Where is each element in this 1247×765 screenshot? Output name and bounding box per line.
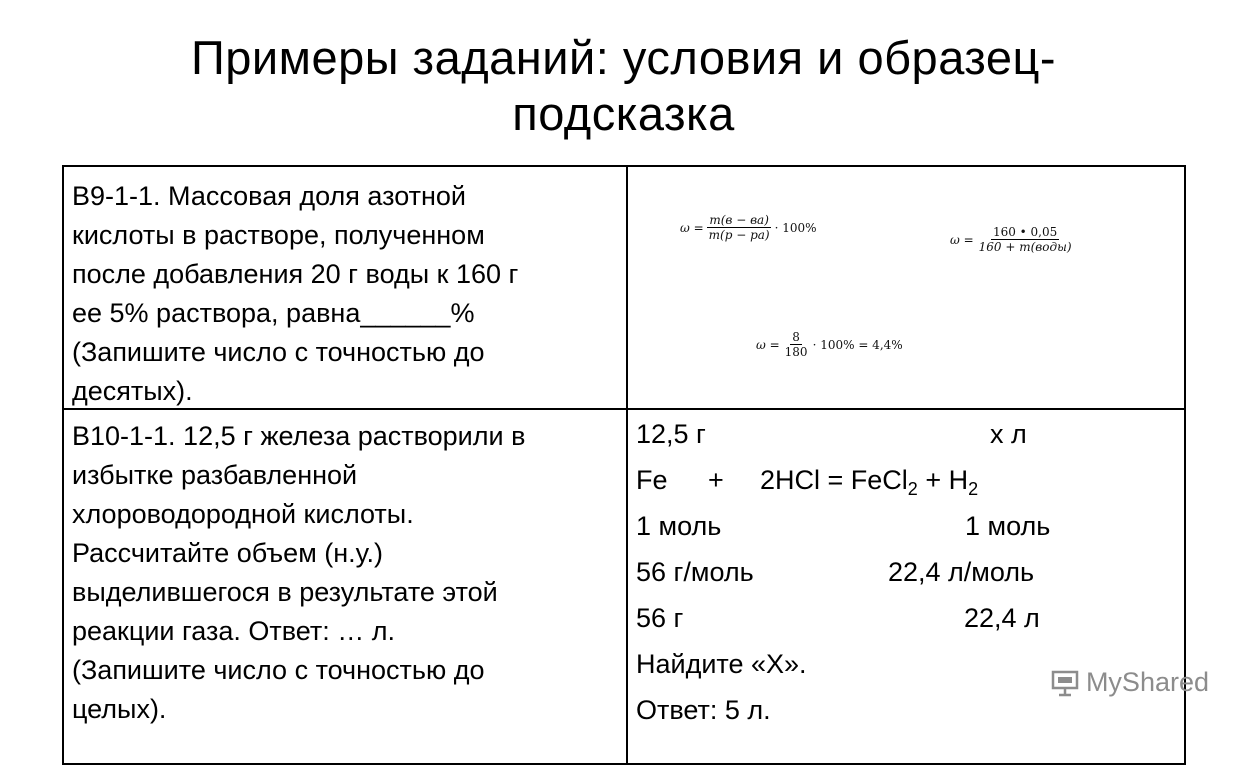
page-title: [0, 30, 1247, 142]
solution-answer: Ответ: 5 л.: [636, 695, 771, 725]
reaction-subscript: 2: [968, 479, 979, 499]
tasks-table: [62, 165, 1186, 765]
solution-mass-fe: 12,5 г: [636, 419, 706, 449]
formula-lhs: ω =: [756, 337, 780, 352]
solution-line: [636, 601, 1176, 647]
task1-condition: В9-1-1. Массовая доля азотной кислоты в растворе, полученном после добавления 20 г воды к 160 г ее 5% раствора, равна______% (Запишите число с точностью до десятых).: [72, 181, 519, 406]
formula-rhs: · 100%: [774, 220, 817, 235]
solution-volume: 22,4 л: [964, 603, 1040, 633]
formula-lhs: ω =: [950, 232, 974, 247]
fraction-denominator: 180: [784, 345, 808, 359]
reaction-subscript: 2: [907, 479, 918, 499]
column-divider: [626, 167, 628, 763]
solution-molar-volume: 22,4 л/моль: [888, 557, 1035, 587]
fraction: [977, 225, 1074, 254]
solution-line: [636, 555, 1176, 601]
fraction: [707, 213, 772, 242]
reaction-fe: Fe: [636, 465, 668, 495]
solution-moles-fe: 1 моль: [636, 511, 722, 541]
reaction-h: + H: [925, 465, 969, 495]
reaction-hcl-fecl: 2HCl = FeCl: [760, 465, 908, 495]
formula-rhs: · 100% = 4,4%: [812, 337, 903, 352]
fraction-numerator: 8: [792, 330, 800, 344]
fraction-numerator: 160 • 0,05: [992, 225, 1058, 239]
solution-line: [636, 463, 1176, 509]
formula-substitution: [950, 225, 1074, 254]
solution-line: [636, 417, 1176, 463]
title-line-2: подсказка: [512, 87, 735, 140]
solution-molar-mass: 56 г/моль: [636, 557, 754, 587]
reaction-plus: +: [708, 465, 724, 495]
fraction-denominator: m(р − ра): [708, 228, 770, 242]
presentation-board-icon: [1050, 669, 1080, 697]
solution-moles-h2: 1 моль: [965, 511, 1051, 541]
formula-result: [756, 330, 903, 359]
solution-line: [636, 509, 1176, 555]
solution-find-x: Найдите «Х».: [636, 649, 807, 679]
watermark-text: MyShared: [1085, 667, 1209, 697]
reaction-equation: [760, 465, 979, 499]
fraction-denominator: 160 + m(воды): [978, 240, 1072, 254]
fraction-numerator: m(в − ва): [709, 213, 769, 227]
task2-condition: В10-1-1. 12,5 г железа растворили в избытке разбавленной хлороводородной кислоты. Рассчитайте объем (н.у.) выделившегося в результате этой реакции газа. Ответ: … л. (Запишите число с точностью до целых).: [72, 421, 526, 724]
formula-lhs: ω =: [680, 220, 704, 235]
solution-mass: 56 г: [636, 603, 684, 633]
solution-volume-h2: х л: [990, 419, 1027, 449]
formula-mass-fraction: [680, 213, 817, 242]
fraction: [783, 330, 810, 359]
solution-line: [636, 693, 1176, 739]
title-line-1: Примеры заданий: условия и образец-: [190, 31, 1057, 84]
watermark: [1050, 667, 1209, 698]
